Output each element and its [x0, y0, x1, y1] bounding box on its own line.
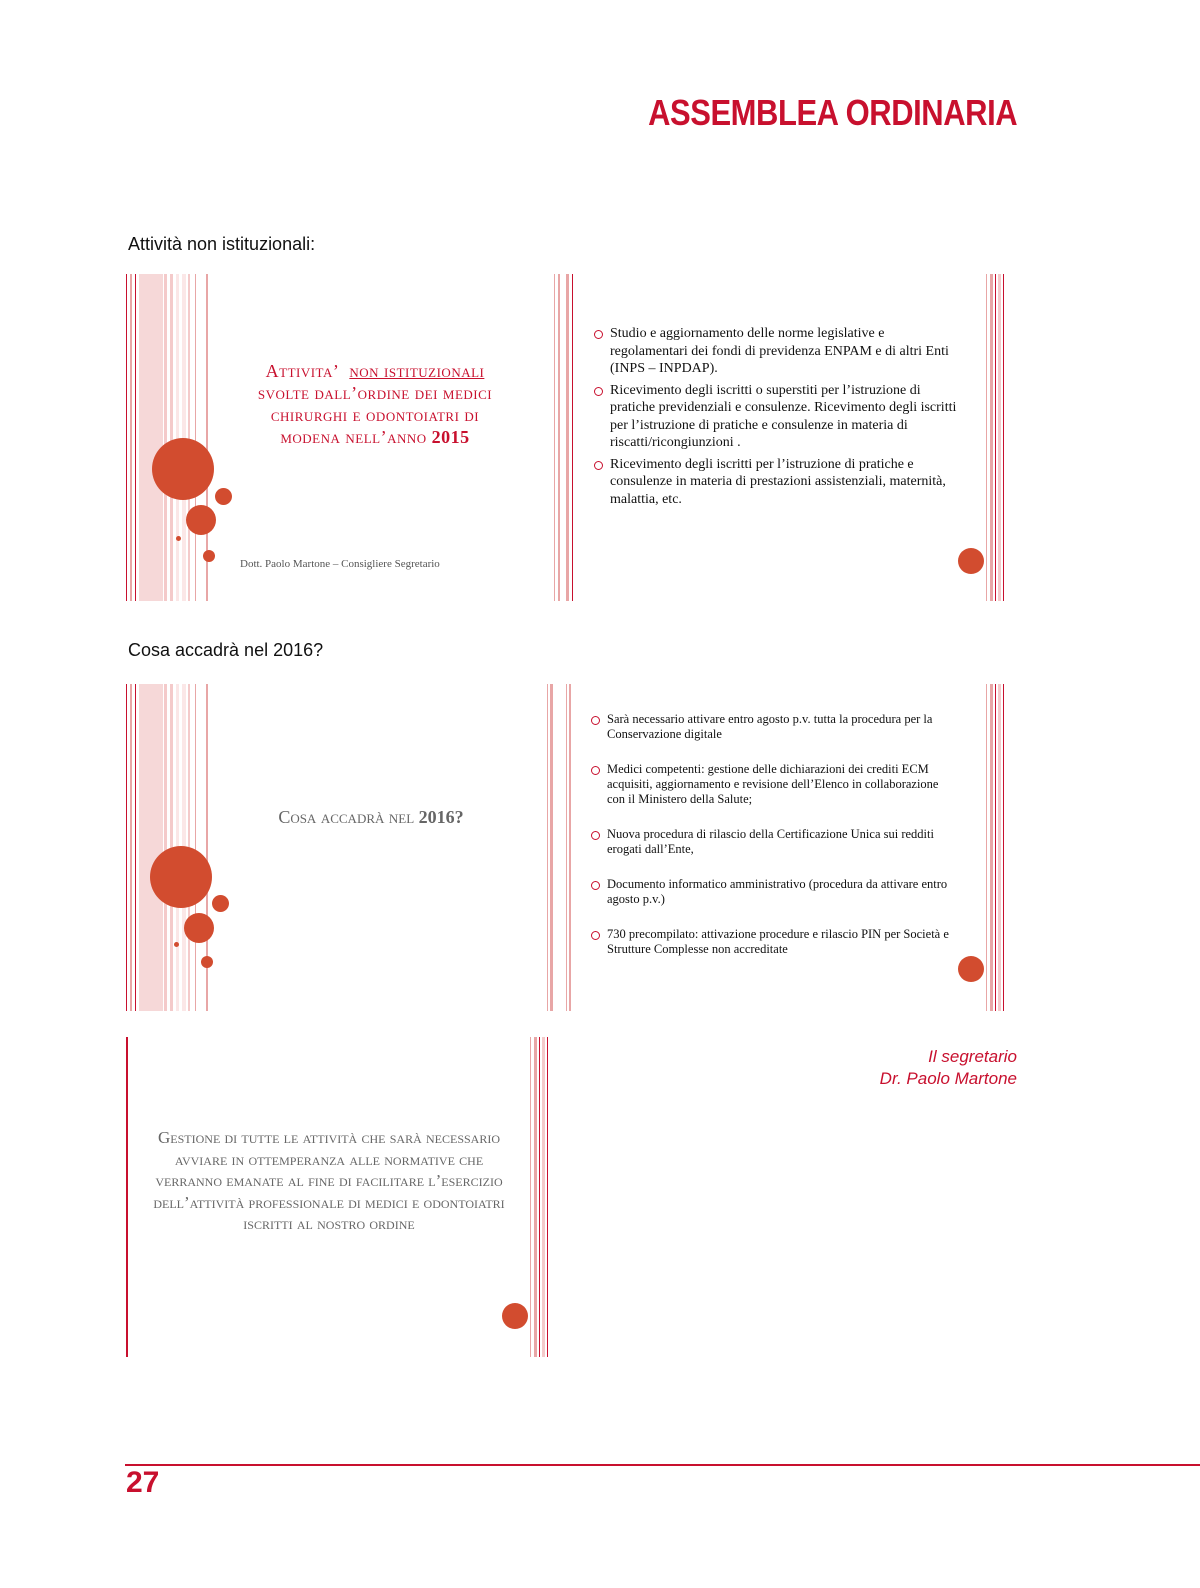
slide-title-2015 — [126, 274, 560, 601]
footer-divider — [125, 1464, 1200, 1466]
decor-circle — [958, 956, 984, 982]
decor-circle-large — [152, 438, 214, 500]
list-item: Medici competenti: gestione delle dichiarazioni dei crediti ECM acquisiti, aggiornamento e revisione dell’Elenco in collaborazione con il Ministero della Salute; — [591, 762, 951, 807]
list-item: Documento informatico amministrativo (procedura da attivare entro agosto p.v.) — [591, 877, 951, 907]
decor-circle-large — [150, 846, 212, 908]
decor-circle — [176, 536, 181, 541]
decor-circle — [958, 548, 984, 574]
slide-2016-list — [566, 684, 1018, 1011]
list-item: Studio e aggiornamento delle norme legislative e regolamentari dei fondi di previdenza ENPAM e di altri Enti (INPS – INPDAP). — [594, 325, 964, 378]
signature — [880, 1046, 1017, 1090]
slide-title-text: Cosa accadrà nel 2016? — [278, 807, 464, 827]
activities-list — [594, 325, 964, 512]
slide-title-text: Gestione di tutte le attività che sarà necessario avviare in ottemperanza alle normative che verranno emanate al fine di facilitare l’esercizio dell’attività professionale di medici e odontoiatri iscritti al nostro ordine — [153, 1128, 505, 1233]
slide-title-text: Attivita’ non istituzionali svolte dall’ordine dei medici chirurghi e odontoiatri di modena nell’anno 2015 — [257, 361, 493, 447]
signature-name: Dr. Paolo Martone — [879, 1069, 1017, 1088]
section-label-non-institutional: Attività non istituzionali: — [128, 234, 316, 254]
decor-circle — [502, 1303, 528, 1329]
page-title: ASSEMBLEA ORDINARIA — [647, 92, 1017, 133]
list-item: Ricevimento degli iscritti per l’istruzione di pratiche e consulenze in materia di prestazioni assistenziali, maternità, malattia, etc. — [594, 456, 964, 509]
decor-circle — [212, 895, 229, 912]
decor-circle — [186, 505, 216, 535]
slide-activities-list — [566, 274, 1018, 601]
section-label-2016: Cosa accadrà nel 2016? — [128, 640, 324, 660]
signature-role: Il segretario — [928, 1047, 1017, 1066]
slide-management — [126, 1037, 560, 1357]
decor-circle — [215, 488, 232, 505]
list-item: Ricevimento degli iscritti o superstiti per l’istruzione di pratiche previdenziali e consulenze. Ricevimento degli iscritti per l’istruzione di pratiche e consulenze in materia di riscatti/ricongiunzioni . — [594, 382, 964, 452]
page-number: 27 — [126, 1466, 160, 1499]
plans-2016-list — [591, 712, 951, 977]
decor-circle — [201, 956, 213, 968]
list-item: Sarà necessario attivare entro agosto p.v. tutta la procedura per la Conservazione digitale — [591, 712, 951, 742]
decor-circle — [174, 942, 179, 947]
slide-subtitle: Dott. Paolo Martone – Consigliere Segretario — [240, 558, 440, 570]
decor-circle — [184, 913, 214, 943]
list-item: 730 precompilato: attivazione procedure e rilascio PIN per Società e Strutture Complesse non accreditate — [591, 927, 951, 957]
list-item: Nuova procedura di rilascio della Certificazione Unica sui redditi erogati dall’Ente, — [591, 827, 951, 857]
decor-circle — [203, 550, 215, 562]
slide-title-2016 — [126, 684, 560, 1011]
